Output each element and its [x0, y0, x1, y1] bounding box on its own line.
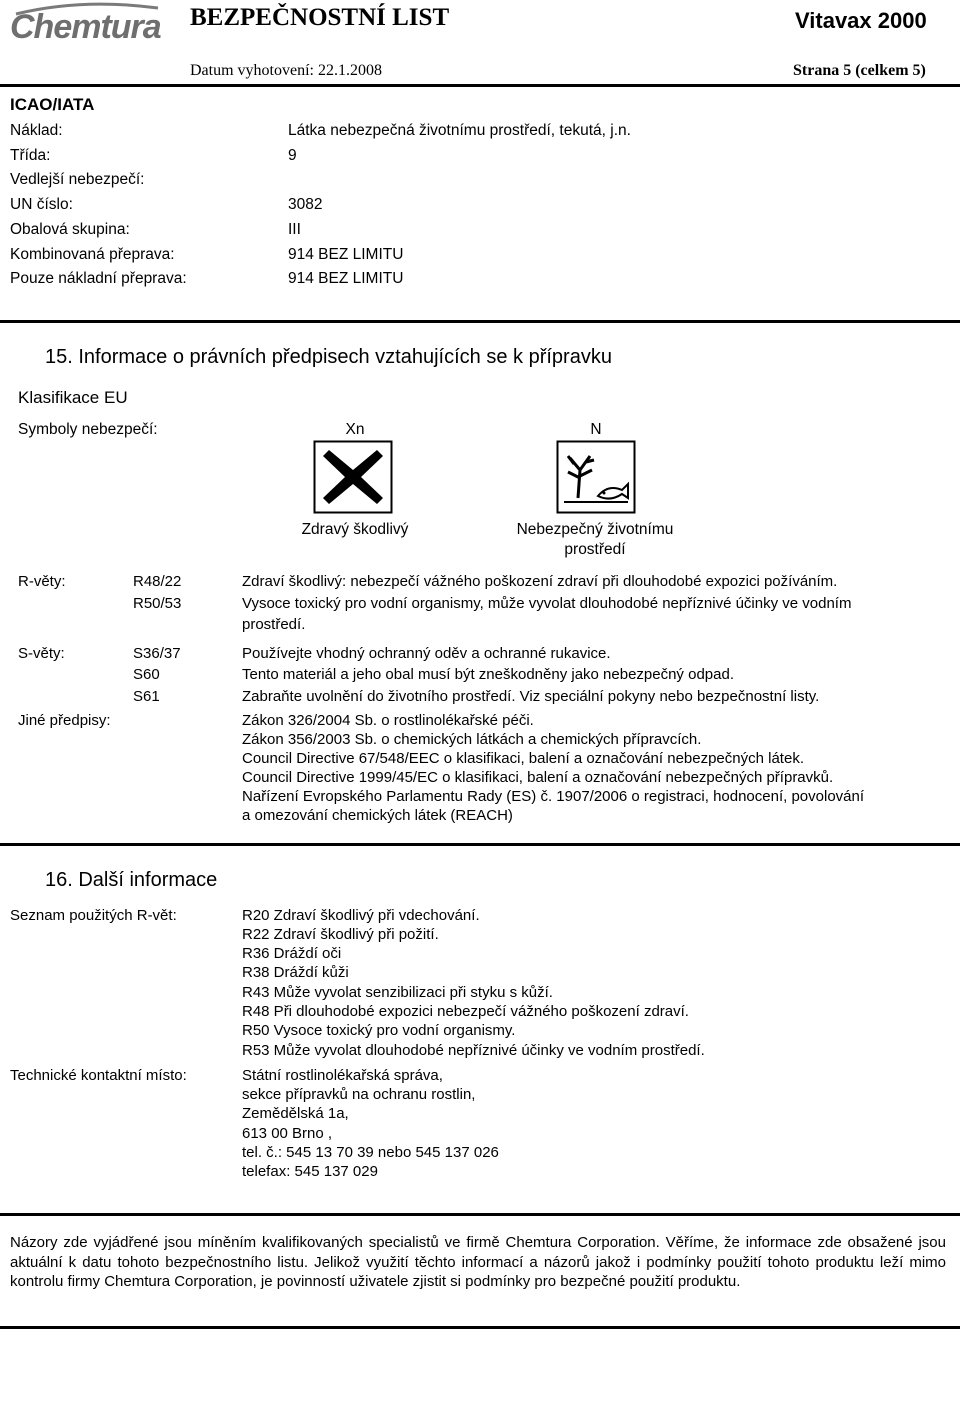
contact-label: Technické kontaktní místo:: [10, 1067, 187, 1084]
contact-line: Státní rostlinolékařská správa,: [242, 1067, 443, 1084]
r-phrase-code: R50/53: [133, 595, 182, 612]
transport-label: UN číslo:: [10, 196, 73, 213]
symbols-label: Symboly nebezpečí:: [18, 421, 158, 438]
header-divider: [0, 84, 960, 87]
s-phrase-code: S60: [133, 666, 160, 683]
regulation-item: Council Directive 1999/45/EC o klasifikaci, balení a označování nebezpečných přípravků.: [242, 769, 834, 786]
product-name: Vitavax 2000: [795, 8, 927, 33]
r-list-label: Seznam použitých R-vět:: [10, 907, 177, 924]
r-phrase-code: R48/22: [133, 573, 182, 590]
r-phrases-label: R-věty:: [18, 573, 66, 590]
transport-label: Obalová skupina:: [10, 221, 130, 238]
regulation-item: Zákon 326/2004 Sb. o rostlinolékařské péči.: [242, 712, 534, 729]
transport-value: 3082: [288, 196, 323, 213]
section-16-title: 16. Další informace: [45, 869, 218, 891]
regulation-item: a omezování chemických látek (REACH): [242, 807, 513, 824]
r-list-item: R20 Zdraví škodlivý při vdechování.: [242, 907, 480, 924]
r-list-item: R50 Vysoce toxický pro vodní organismy.: [242, 1022, 516, 1039]
r-list-item: R22 Zdraví škodlivý při požití.: [242, 926, 439, 943]
s-phrase-text: Tento materiál a jeho obal musí být zneškodněny jako nebezpečný odpad.: [242, 666, 734, 683]
transport-value: 914 BEZ LIMITU: [288, 270, 404, 287]
symbol-caption-n: prostředí: [564, 541, 626, 558]
transport-label: Třída:: [10, 147, 51, 164]
issue-date: Datum vyhotovení: 22.1.2008: [190, 62, 382, 79]
regulation-item: Zákon 356/2003 Sb. o chemických látkách a chemických přípravcích.: [242, 731, 702, 748]
transport-label: Kombinovaná přeprava:: [10, 246, 175, 263]
section-divider: [0, 843, 960, 846]
r-list-item: R53 Může vyvolat dlouhodobé nepříznivé účinky ve vodním prostředí.: [242, 1042, 705, 1059]
transport-label: Vedlejší nebezpečí:: [10, 171, 145, 188]
section-divider: [0, 1213, 960, 1216]
transport-heading: ICAO/IATA: [10, 95, 95, 114]
r-list-item: R36 Dráždí oči: [242, 945, 342, 962]
transport-label: Pouze nákladní přeprava:: [10, 270, 187, 287]
document-title: BEZPEČNOSTNÍ LIST: [190, 4, 450, 31]
section-15-title: 15. Informace o právních předpisech vztahujících se k přípravku: [45, 346, 612, 368]
r-list-item: R43 Může vyvolat senzibilizaci při styku s kůží.: [242, 984, 553, 1001]
symbol-code-n: N: [590, 421, 602, 438]
disclaimer-text: Názory zde vyjádřené jsou míněním kvalifikovaných specialistů ve firmě Chemtura Corporation. Věříme, že informace zde obsažené jsou aktuální k datu tohoto bezpečnostního listu. Jelikož využití těchto informací a názorů jakož i podmínky použití tohoto produktu leží mimo kontrolu firmy Chemtura Corporation, je povinností uživatele zjistit si podmínky pro bezpečné použití produktu.: [10, 1234, 946, 1290]
r-list-item: R38 Dráždí kůži: [242, 964, 349, 981]
transport-value: 9: [288, 147, 297, 164]
contact-line: sekce přípravků na ochranu rostlin,: [242, 1086, 476, 1103]
transport-label: Náklad:: [10, 122, 63, 139]
symbol-caption-n: Nebezpečný životnímu: [516, 521, 674, 538]
company-logo: Chemtura: [10, 8, 161, 46]
r-phrase-text: Zdraví škodlivý: nebezpečí vážného poškození zdraví při dlouhodobé expozici požíváním.: [242, 573, 838, 590]
footer-divider: [0, 1326, 960, 1329]
s-phrase-text: Zabraňte uvolnění do životního prostředí. Viz speciální pokyny nebo bezpečnostní listy.: [242, 688, 820, 705]
contact-line: telefax: 545 137 029: [242, 1163, 378, 1180]
environment-hazard-icon: [556, 440, 636, 514]
regulation-item: Council Directive 67/548/EEC o klasifikaci, balení a označování nebezpečných látek.: [242, 750, 804, 767]
r-list-item: R48 Při dlouhodobé expozici nebezpečí vážného poškození zdraví.: [242, 1003, 689, 1020]
r-phrase-text: Vysoce toxický pro vodní organismy, může vyvolat dlouhodobé nepříznivé účinky ve vodním: [242, 595, 852, 612]
symbol-caption-xn: Zdravý škodlivý: [301, 521, 409, 538]
s-phrase-code: S61: [133, 688, 160, 705]
other-regulations-label: Jiné předpisy:: [18, 712, 111, 729]
r-phrase-text: prostředí.: [242, 616, 306, 633]
contact-line: Zemědělská 1a,: [242, 1105, 349, 1122]
transport-value: III: [288, 221, 301, 238]
page-number: Strana 5 (celkem 5): [793, 62, 926, 79]
harmful-cross-icon: [313, 440, 393, 514]
transport-value: 914 BEZ LIMITU: [288, 246, 404, 263]
transport-value: Látka nebezpečná životnímu prostředí, tekutá, j.n.: [288, 122, 631, 139]
section-divider: [0, 320, 960, 323]
regulation-item: Nařízení Evropského Parlamentu Rady (ES) č. 1907/2006 o registraci, hodnocení, povolování: [242, 788, 865, 805]
symbol-code-xn: Xn: [345, 421, 365, 438]
logo-swoosh-icon: [12, 2, 162, 16]
classification-heading: Klasifikace EU: [18, 388, 128, 407]
s-phrase-code: S36/37: [133, 645, 181, 662]
s-phrases-label: S-věty:: [18, 645, 65, 662]
s-phrase-text: Používejte vhodný ochranný oděv a ochranné rukavice.: [242, 645, 611, 662]
contact-line: tel. č.: 545 13 70 39 nebo 545 137 026: [242, 1144, 499, 1161]
contact-line: 613 00 Brno ,: [242, 1125, 333, 1142]
